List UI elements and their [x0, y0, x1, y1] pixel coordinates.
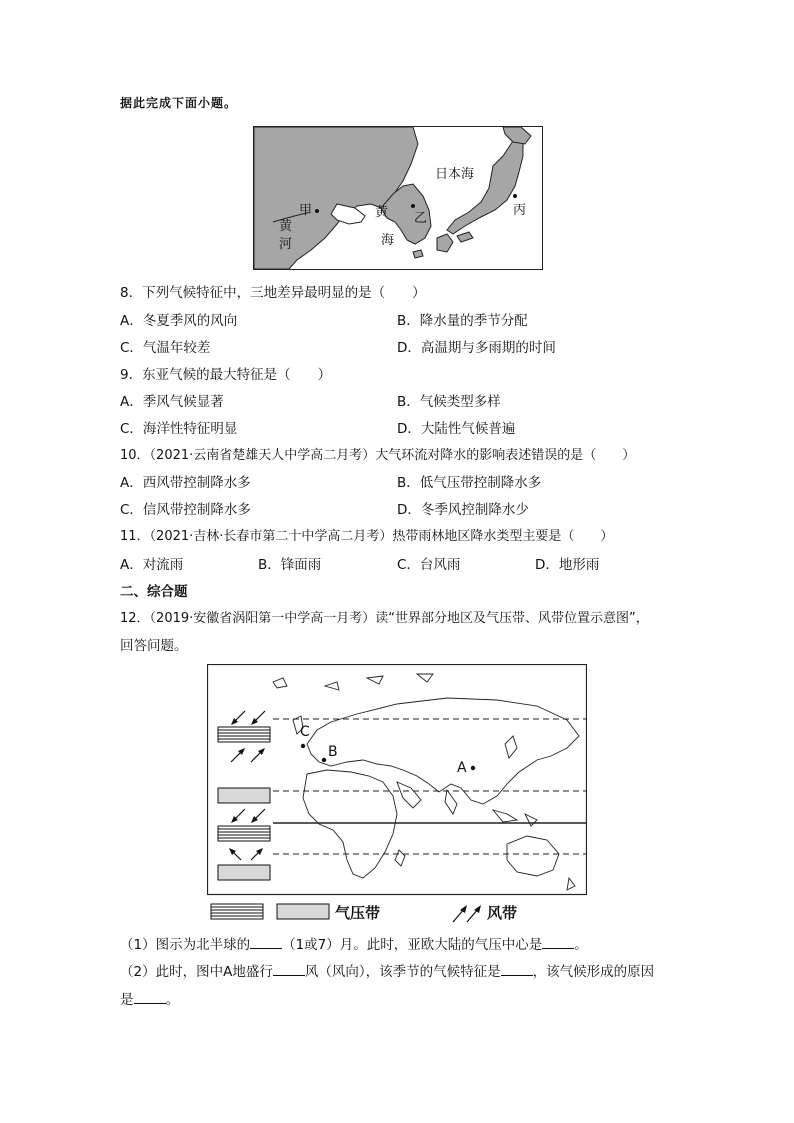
q12-stem-line1: 12．（2019·安徽省涡阳第一中学高一月考）读“世界部分地区及气压带、风带位置示意图”，	[120, 611, 649, 626]
label-yellow-sea-2: 海	[381, 233, 395, 248]
section-heading: 二、综合题	[120, 584, 188, 600]
legend-pressure-label: 气压带	[335, 904, 381, 922]
label-c: C	[300, 724, 310, 740]
q10-option-c: C．信风带控制降水多	[120, 502, 251, 518]
q12-sub1-part-c: 。	[574, 937, 588, 953]
label-japan-sea: 日本海	[435, 167, 475, 182]
q12-stem-line2: 回答问题。	[120, 638, 188, 654]
legend-wind-arrows	[453, 905, 481, 922]
label-yellow-river-2: 河	[279, 237, 293, 252]
east-asia-map	[253, 126, 543, 270]
point-b	[322, 758, 326, 762]
label-yi: 乙	[414, 211, 428, 226]
q11-stem: 11．（2021·吉林·长春市第二十中学高二月考）热带雨林地区降水类型主要是（ ）	[120, 529, 614, 544]
q12-sub2-cont	[120, 991, 179, 1009]
point-c	[301, 744, 305, 748]
q9-option-d: D．大陆性气候普遍	[397, 421, 516, 437]
q10-option-a: A．西风带控制降水多	[120, 475, 251, 491]
intro-text: 据此完成下面小题。	[120, 96, 238, 110]
q12-sub2-part-b: 风（风向），该季节的气候特征是	[304, 964, 501, 980]
point-yi	[411, 204, 415, 208]
q9-option-c: C．海洋性特征明显	[120, 421, 238, 437]
q12-sub1-blank-center[interactable]	[542, 936, 574, 949]
point-bing	[513, 194, 517, 198]
q12-sub2-part-e: 。	[165, 992, 179, 1008]
label-jia: 甲	[299, 203, 313, 218]
q12-sub1-blank-month[interactable]	[250, 936, 282, 949]
q9-option-a: A．季风气候显著	[120, 394, 224, 410]
pressure-belt-equator	[218, 826, 270, 841]
q9-option-b: B．气候类型多样	[397, 394, 501, 410]
label-bing: 丙	[513, 203, 527, 218]
q12-sub2-blank-feature[interactable]	[501, 963, 533, 976]
label-yellow-river-1: 黄	[279, 219, 293, 234]
q12-sub2-blank-reason[interactable]	[134, 991, 166, 1004]
world-pressure-wind-map	[207, 664, 587, 924]
q8-option-a: A．冬夏季风的风向	[120, 313, 238, 329]
q12-sub2-part-a: （2）此时，图中A地盛行	[120, 964, 273, 980]
q12-sub1-part-a: （1）图示为北半球的	[120, 937, 251, 953]
point-a	[471, 766, 475, 770]
q12-sub2-part-d: 是	[120, 992, 134, 1008]
point-jia	[315, 209, 319, 213]
q9-stem: 9．东亚气候的最大特征是（ ）	[120, 367, 332, 383]
pressure-belt-30s	[218, 865, 270, 880]
q12-sub2	[120, 963, 654, 981]
q12-sub1	[120, 936, 588, 954]
label-yellow-sea-1: 黄	[375, 205, 389, 220]
label-a: A	[457, 760, 467, 776]
q10-option-b: B．低气压带控制降水多	[397, 475, 542, 491]
legend-wind-label: 风带	[487, 904, 518, 922]
q8-option-d: D．高温期与多雨期的时间	[397, 340, 556, 356]
pressure-belt-30n	[218, 788, 270, 803]
q12-sub2-part-c: ，该气候形成的原因	[532, 964, 655, 980]
q11-option-d: D．地形雨	[535, 557, 600, 573]
q8-stem: 8．下列气候特征中，三地差异最明显的是（ ）	[120, 285, 426, 301]
q12-sub1-part-b: （1或7）月。此时，亚欧大陆的气压中心是	[282, 937, 543, 953]
pressure-belt-60n	[218, 727, 270, 742]
q11-option-c: C．台风雨	[397, 557, 461, 573]
q10-option-d: D．冬季风控制降水少	[397, 502, 529, 518]
label-b: B	[328, 744, 338, 760]
q11-option-b: B．锋面雨	[258, 557, 322, 573]
q8-option-c: C．气温年较差	[120, 340, 211, 356]
legend-low-pressure	[211, 904, 263, 919]
q8-option-b: B．降水量的季节分配	[397, 313, 528, 329]
legend-high-pressure	[277, 904, 329, 919]
q10-stem: 10．（2021·云南省楚雄天人中学高二月考）大气环流对降水的影响表述错误的是（ ）	[120, 448, 636, 463]
q12-sub2-blank-wind[interactable]	[273, 963, 305, 976]
q11-option-a: A．对流雨	[120, 557, 184, 573]
